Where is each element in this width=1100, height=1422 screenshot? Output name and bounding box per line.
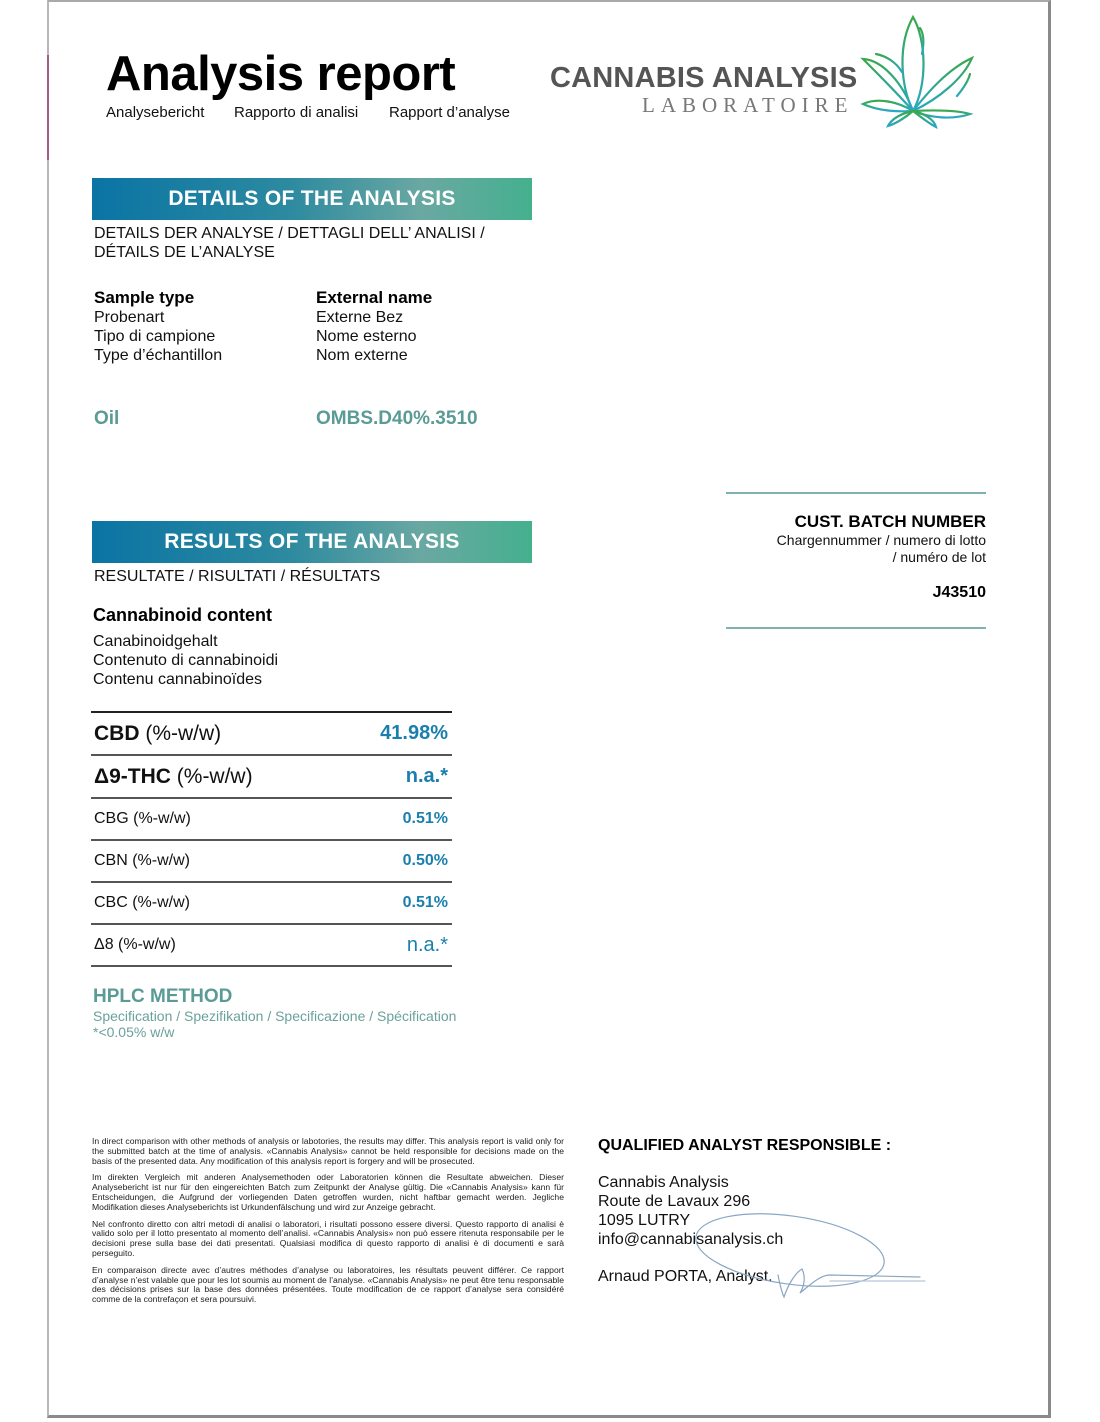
table-row	[91, 883, 452, 925]
cannabinoid-content-fr: Contenu cannabinoïdes	[93, 671, 263, 688]
batch-subtitle-1: Chargennummer / numero di lotto	[776, 532, 986, 548]
cannabinoid-content-block	[93, 605, 278, 689]
logo-subtitle: LABORATOIRE	[642, 93, 854, 117]
disclaimer-fr: En comparaison directe avec d’autres méthodes d’analyse ou laboratoires, les résultats peuvent différer. Ce rapport d’analyse n’est valable que pour les lot soumis au moment de l’analyse. «Cannabis Analysis» ne peut être tenu responsable des décisions prises sur la base des données présentées. Toute modification de ce rapport d’analyse sera considéré comme de la contrefaçon et sera poursuivi.	[92, 1264, 564, 1305]
external-name-fr: Nom externe	[316, 347, 408, 364]
compound-unit: (%-w/w)	[139, 721, 222, 745]
external-name-value: OMBS.D40%.3510	[316, 408, 478, 429]
signature-scribble	[680, 1205, 930, 1305]
hplc-method-title: HPLC METHOD	[93, 986, 233, 1007]
disclaimer-de: Im direkten Vergleich mit anderen Analysemethoden oder Laboratorien können die Resultate abweichen. Dieser Analysebericht ist nur für den eingereichten Batch zum Zeitpunkt der Analyse gültig. Die «Cannabis Analysis» kann für Entscheidungen, die Aufgrund der vorliegenden Daten getroffen wurden, nicht haftbar gemacht werden. Jegliche Modifikation dieses Analyseberichts ist Urkundenfälschung und wird zur Anzeige gebracht.	[92, 1172, 564, 1212]
batch-divider-top	[726, 492, 986, 494]
hplc-note: *<0.05% w/w	[93, 1024, 175, 1040]
analyst-email: info@cannabisanalysis.ch	[598, 1231, 784, 1248]
compound-value: 0.51%	[402, 810, 448, 827]
compound-unit: (%-w/w)	[113, 936, 176, 953]
compound-value: 0.50%	[402, 852, 448, 869]
compound-name: CBD	[94, 721, 140, 745]
compound-name: Δ8	[94, 936, 114, 953]
results-banner: RESULTS OF THE ANALYSIS	[92, 521, 532, 563]
table-row	[91, 841, 452, 883]
sample-type-de: Probenart	[94, 309, 165, 326]
disclaimer-it: Nel confronto diretto con altri metodi di analisi o laboratori, i risultati possono essere diversi. Questo rapporto di analisi è valido solo per il lotto presentato al momento dell’analisi. «Cannabis Analysis» non può essere ritenuta responsabile per le decisioni prese sulla base dei dati presentati. Qualsiasi modifica di questo rapporto di analisi è di documenti e sarà perseguito.	[92, 1218, 564, 1258]
hplc-specification: Specification / Spezifikation / Specificazione / Spécification	[93, 1008, 457, 1024]
disclaimer-en: In direct comparison with other methods of analysis or labotories, the results may differ. This analysis report is valid only for the submitted batch at the time of analysis. «Cannabis Analysis» cannot be held responsible for decisions made on the basis of the presented data. Any modification of this analysis report is forgery and will be prosecuted.	[92, 1136, 564, 1166]
table-row	[91, 713, 452, 756]
compound-unit: (%-w/w)	[127, 894, 190, 911]
batch-divider-bottom	[726, 627, 986, 629]
sample-type-value: Oil	[94, 408, 120, 429]
cannabinoid-content-it: Contenuto di cannabinoidi	[93, 652, 279, 669]
details-subtitle: DETAILS DER ANALYSE / DETTAGLI DELL’ ANALISI / DÉTAILS DE L’ANALYSE	[94, 225, 485, 261]
sample-type-block	[94, 288, 222, 365]
compound-label	[94, 810, 191, 828]
sample-type-label: Sample type	[94, 288, 195, 307]
table-row	[91, 756, 452, 799]
cannabinoid-content-de: Canabinoidgehalt	[93, 633, 218, 650]
compound-value: 41.98%	[380, 722, 448, 744]
title-translation-de: Analysebericht	[106, 104, 205, 121]
disclaimer	[92, 1137, 564, 1312]
compound-name: CBC	[94, 894, 128, 911]
details-banner: DETAILS OF THE ANALYSIS	[92, 178, 532, 220]
analyst-signatory: Arnaud PORTA, Analyst.	[598, 1268, 773, 1285]
compound-label	[94, 765, 253, 789]
compound-label	[94, 894, 190, 912]
title-translation-fr: Rapport d’analyse	[389, 104, 510, 121]
compound-value: n.a.*	[405, 765, 448, 787]
table-row	[91, 799, 452, 841]
report-title: Analysis report	[106, 47, 456, 101]
sample-type-fr: Type d’échantillon	[94, 347, 223, 364]
results-subtitle: RESULTATE / RISULTATI / RÉSULTATS	[94, 568, 381, 585]
cannabinoid-content-label: Cannabinoid content	[93, 605, 272, 625]
sample-type-it: Tipo di campione	[94, 328, 216, 345]
external-name-it: Nome esterno	[316, 328, 417, 345]
external-name-label: External name	[316, 288, 433, 307]
batch-number-block	[777, 512, 986, 602]
analyst-street: Route de Lavaux 296	[598, 1193, 751, 1210]
external-name-block	[316, 288, 432, 365]
compound-name: CBG	[94, 810, 129, 827]
compound-unit: (%-w/w)	[127, 852, 190, 869]
compound-unit: (%-w/w)	[128, 810, 191, 827]
batch-title: CUST. BATCH NUMBER	[794, 512, 986, 531]
analyst-city: 1095 LUTRY	[598, 1212, 691, 1229]
logo-name: CANNABIS ANALYSIS	[550, 62, 858, 94]
analyst-company: Cannabis Analysis	[598, 1174, 729, 1191]
page-edge-accent	[47, 55, 49, 160]
analyst-title: QUALIFIED ANALYST RESPONSIBLE :	[598, 1137, 892, 1154]
compound-value: n.a.*	[406, 933, 448, 956]
batch-number-value: J43510	[932, 584, 986, 601]
external-name-de: Externe Bez	[316, 309, 404, 326]
results-table	[91, 711, 452, 967]
compound-name: CBN	[94, 852, 128, 869]
compound-unit: (%-w/w)	[170, 764, 253, 788]
compound-label	[94, 852, 190, 870]
title-translation-it: Rapporto di analisi	[234, 104, 359, 121]
hplc-method-block	[93, 986, 456, 1040]
compound-label	[94, 936, 176, 954]
batch-subtitle-2: / numéro de lot	[892, 549, 986, 565]
compound-value: 0.51%	[402, 894, 448, 911]
compound-name: Δ9-THC	[94, 764, 171, 788]
compound-label	[94, 722, 221, 746]
table-row	[91, 925, 452, 967]
cannabis-leaf-icon	[858, 14, 978, 138]
